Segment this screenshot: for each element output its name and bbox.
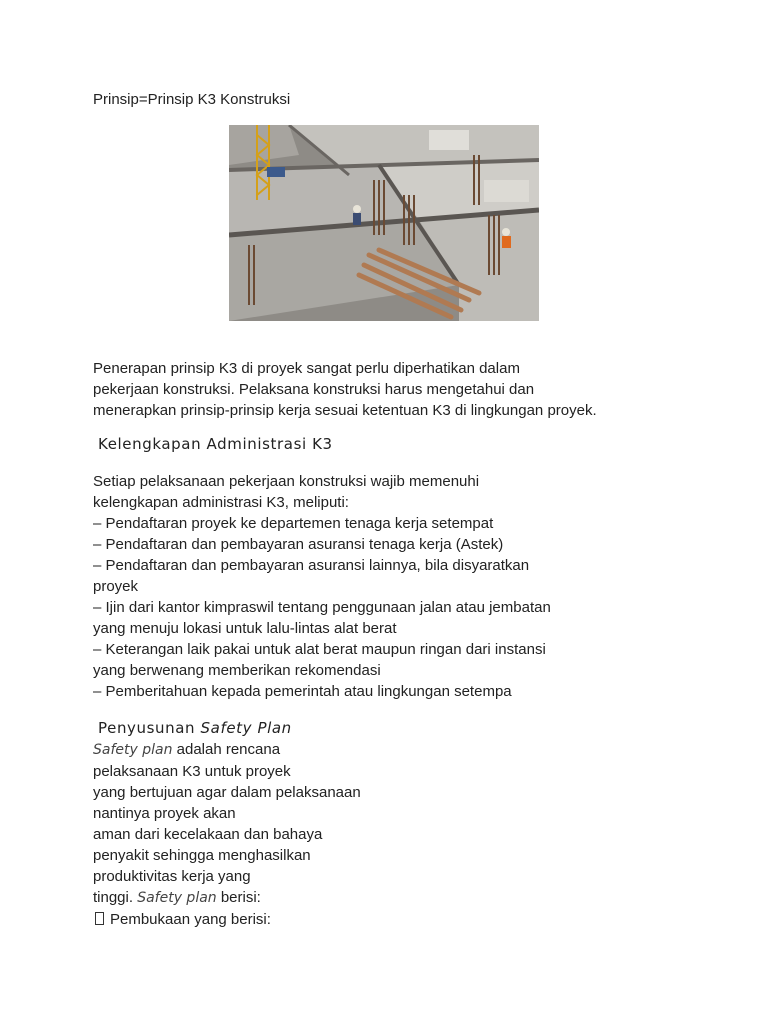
- admin-line: – Keterangan laik pakai untuk alat berat maupun ringan dari instansi: [93, 641, 546, 658]
- admin-section-body: [93, 471, 551, 702]
- admin-line: – Pendaftaran dan pembayaran asuransi tenaga kerja (Astek): [93, 536, 504, 553]
- worker: [502, 228, 511, 248]
- intro-line: pekerjaan konstruksi. Pelaksana konstruksi harus mengetahui dan: [93, 381, 535, 398]
- safety-section-body: [93, 739, 361, 930]
- intro-line: Penerapan prinsip K3 di proyek sangat perlu diperhatikan dalam: [93, 360, 520, 377]
- safety-line: nantinya proyek akan: [93, 805, 236, 822]
- safety-line: yang bertujuan agar dalam pelaksanaan: [93, 784, 361, 801]
- bullet-line: [93, 909, 361, 930]
- construction-site-photo: [229, 125, 539, 321]
- formwork-panel: [429, 130, 469, 150]
- safety-line: [93, 739, 361, 761]
- section-heading-admin: Kelengkapan Administrasi K3: [98, 435, 333, 453]
- admin-line: yang menuju lokasi untuk lalu-lintas alat berat: [93, 620, 397, 637]
- intro-line: menerapkan prinsip-prinsip kerja sesuai ketentuan K3 di lingkungan proyek.: [93, 402, 597, 419]
- admin-line: – Pendaftaran proyek ke departemen tenaga kerja setempat: [93, 515, 494, 532]
- document-title: Prinsip=Prinsip K3 Konstruksi: [93, 91, 291, 108]
- intro-paragraph: [93, 358, 597, 421]
- admin-line: Setiap pelaksanaan pekerjaan konstruksi wajib memenuhi: [93, 473, 480, 490]
- safety-line-text: adalah rencana: [172, 741, 281, 758]
- safety-line-text: tinggi.: [93, 889, 138, 906]
- admin-line: – Pemberitahuan kepada pemerintah atau lingkungan setempa: [93, 683, 512, 700]
- admin-line: kelengkapan administrasi K3, meliputi:: [93, 494, 349, 511]
- safety-line: [93, 887, 361, 909]
- bullet-box-icon: [95, 912, 104, 925]
- admin-line: proyek: [93, 578, 139, 595]
- safety-plan-term: Safety plan: [137, 890, 217, 906]
- construction-site-illustration: [229, 125, 539, 321]
- formwork-panel: [484, 180, 529, 202]
- heading-italic: Safety Plan: [200, 719, 292, 737]
- worker: [353, 205, 361, 225]
- safety-line: penyakit sehingga menghasilkan: [93, 847, 311, 864]
- safety-line: aman dari kecelakaan dan bahaya: [93, 826, 323, 843]
- safety-line-text: berisi:: [216, 889, 261, 906]
- safety-line: produktivitas kerja yang: [93, 868, 251, 885]
- section-heading-safety-plan: [98, 718, 292, 739]
- admin-line: – Ijin dari kantor kimpraswil tentang penggunaan jalan atau jembatan: [93, 599, 551, 616]
- admin-line: – Pendaftaran dan pembayaran asuransi lainnya, bila disyaratkan: [93, 557, 530, 574]
- crane-sign: [267, 167, 285, 177]
- bullet-text: Pembukaan yang berisi:: [110, 911, 271, 928]
- heading-prefix: Penyusunan: [98, 719, 201, 737]
- safety-plan-term: Safety plan: [93, 742, 173, 758]
- admin-line: yang berwenang memberikan rekomendasi: [93, 662, 381, 679]
- safety-line: pelaksanaan K3 untuk proyek: [93, 763, 291, 780]
